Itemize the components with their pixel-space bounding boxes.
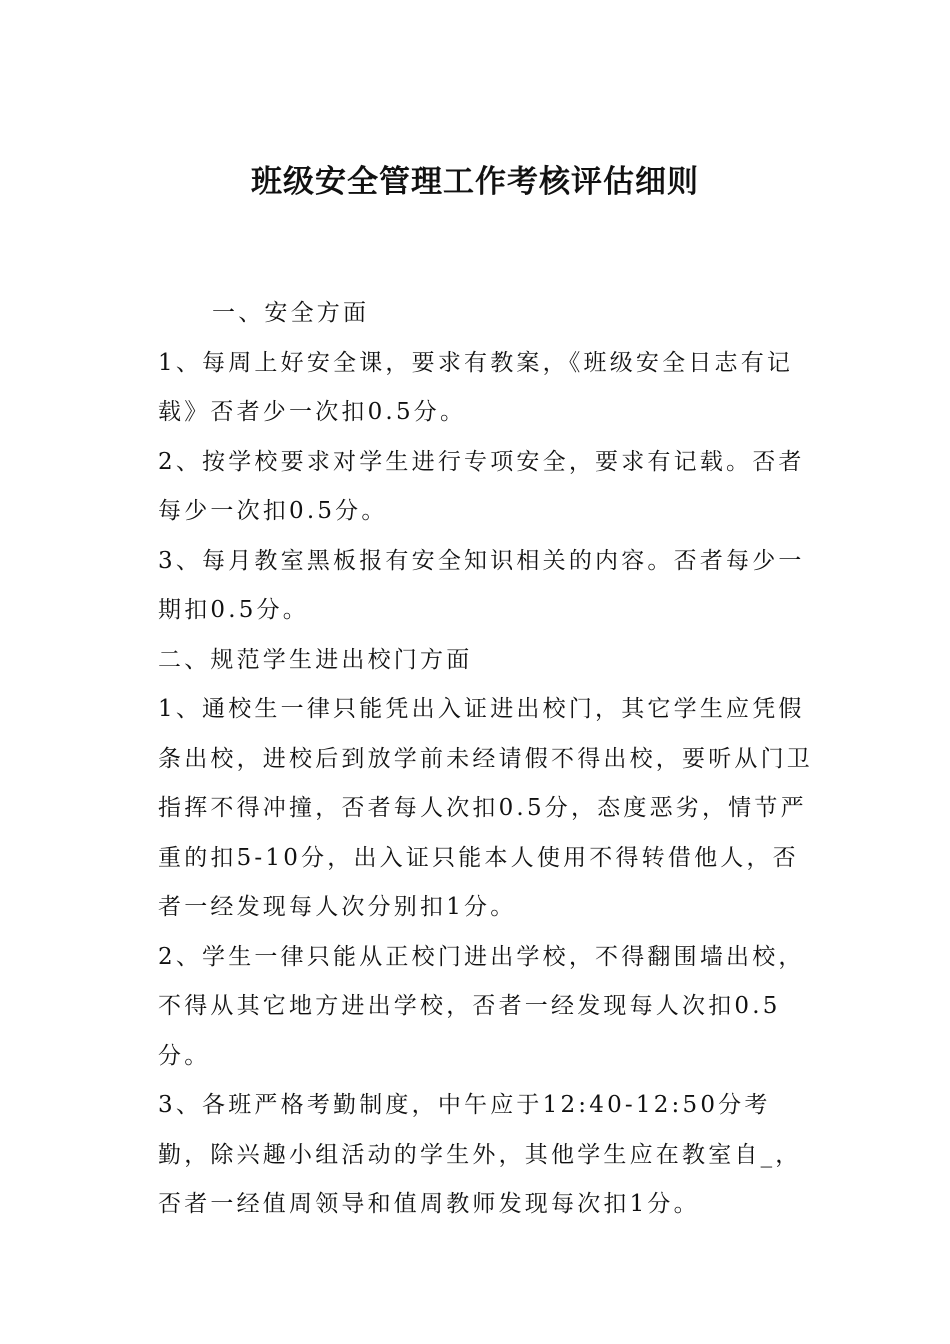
section-heading-school-gate: 二、规范学生进出校门方面: [158, 646, 473, 673]
paragraph-item: 2、按学校要求对学生进行专项安全，要求有记载。否者每少一次扣0.5分。: [158, 448, 805, 524]
paragraph-item: 3、每月教室黑板报有安全知识相关的内容。否者每少一期扣0.5分。: [158, 547, 805, 623]
document-body: [146, 289, 816, 1230]
paragraph-item: 1、通校生一律只能凭出入证进出校门，其它学生应凭假条出校，进校后到放学前未经请假不得出校，要听从门卫指挥不得冲撞，否者每人次扣0.5分，态度恶劣，情节严重的扣5-10分，出入证只能本人使用不得转借他人，否者一经发现每人次分别扣1分。: [158, 696, 813, 920]
paragraph-item: 2、学生一律只能从正校门进出学校，不得翻围墙出校，不得从其它地方进出学校，否者一经发现每人次扣0.5分。: [158, 943, 805, 1069]
paragraph-item: 1、每周上好安全课，要求有教案，《班级安全日志有记载》否者少一次扣0.5分。: [158, 349, 794, 425]
document-title: 班级安全管理工作考核评估细则: [251, 164, 699, 200]
paragraph-item: 3、各班严格考勤制度，中午应于12:40-12:50分考勤，除兴趣小组活动的学生外，其他学生应在教室自_，否者一经值周领导和值周教师发现每次扣1分。: [158, 1092, 802, 1217]
section-heading-safety: 一、安全方面: [212, 300, 370, 326]
